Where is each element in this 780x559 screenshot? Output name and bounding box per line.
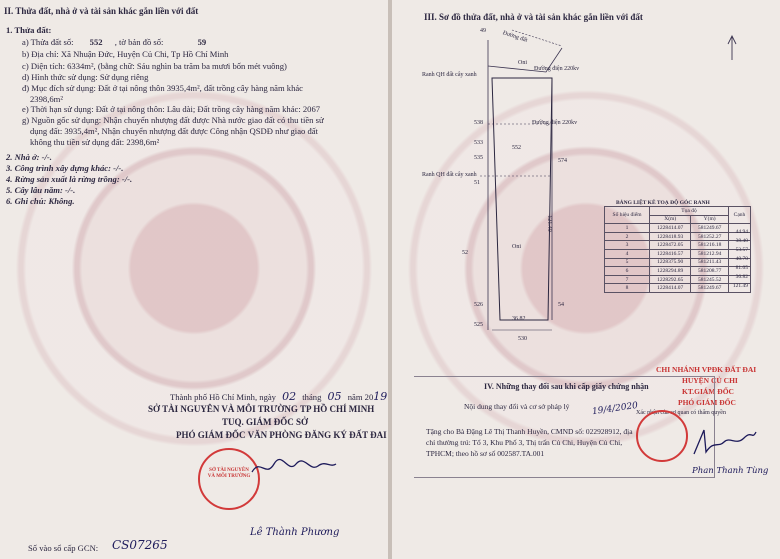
certificate-number: CS07265 [112, 538, 168, 552]
branch-signer-name: Phan Thanh Tùng [692, 466, 769, 476]
section-4: 4. Rừng sản xuất là rừng trồng: -/-. [6, 174, 133, 184]
parcel-label-552: 552 [512, 145, 521, 151]
authorization-line: TUQ. GIÁM ĐỐC SỞ [222, 417, 309, 427]
change-entry: Tặng cho Bà Đặng Lê Thị Thanh Huyền, CMND số: 022928912, địa chỉ thường trú: Tổ 3, Khu Phố 3, Thị trấn Củ Chi, Huyện Củ Chi, TPHCM; theo hồ sơ số 002587.TA.001 [426, 427, 633, 458]
area-line: c) Diện tích: 6334m², (bằng chữ: Sáu nghìn ba trăm ba mươi bốn mét vuông) [22, 61, 287, 71]
edge-length: 36.82 [735, 274, 748, 280]
table-row: 2 1228418.93 581252.27 [605, 232, 751, 241]
deputy-director-title: PHÓ GIÁM ĐỐC VĂN PHÒNG ĐĂNG KÝ ĐẤT ĐAI [176, 430, 387, 440]
parcel-label-52: 52 [462, 250, 468, 256]
parcel-number: 552 [89, 37, 103, 47]
table-row: 3 1228472.05 581216.18 [605, 241, 751, 250]
branch-office-name: CHI NHÁNH VPĐK ĐẤT ĐAI [656, 365, 757, 374]
bottom-edge-length: 36.82 [512, 316, 526, 322]
purpose-line-2: 2398,6m² [30, 94, 63, 104]
table-header-y: Y(m) [691, 215, 729, 224]
parcel-label-538: 538 [474, 120, 483, 126]
official-seal-stamp: SỞ TÀI NGUYÊN VÀ MÔI TRƯỜNG [198, 448, 260, 510]
table-row: 6 1228294.89 581208.77 [605, 267, 751, 276]
parcel-label-49: 49 [480, 28, 486, 34]
address-line: b) Địa chỉ: Xã Nhuận Đức, Huyện Củ Chi, Tp Hồ Chí Minh [22, 49, 229, 59]
usage-form-line: d) Hình thức sử dụng: Sử dụng riêng [22, 72, 149, 82]
oni-label-mid: Oni [512, 244, 521, 250]
origin-line-1: g) Nguồn gốc sử dụng: Nhận chuyển nhượng đất được Nhà nước giao đất có thu tiền sử [22, 115, 324, 125]
coordinate-table-title: BẢNG LIỆT KÊ TOẠ ĐỘ GÓC RANH [616, 200, 710, 206]
section-5: 5. Cây lâu năm: -/-. [6, 185, 76, 195]
edge-length: 53.57 [735, 247, 748, 253]
section-ii-heading: II. Thửa đất, nhà ở và tài sản khác gắn liền với đất [4, 6, 199, 16]
parcel-line: a) Thửa đất số: 552 , tờ bản đồ số: 59 [22, 37, 207, 47]
parcel-label-574: 574 [558, 158, 567, 164]
table-header-coord: Tọa độ [650, 207, 729, 216]
green-zone-boundary-label-2: Ranh QH đất cây xanh [422, 172, 477, 178]
branch-seal-stamp [636, 410, 688, 462]
section-iv-heading: IV. Những thay đổi sau khi cấp giấy chứng nhận [484, 382, 649, 391]
section-6: 6. Ghi chú: Không. [6, 196, 75, 206]
table-row: 7 1228292.65 581245.52 [605, 275, 751, 284]
table-row: 4 1228416.57 581212.94 [605, 249, 751, 258]
branch-title-2: PHÓ GIÁM ĐỐC [678, 398, 736, 407]
signer-name: Lê Thành Phương [250, 527, 340, 538]
issue-date: Thành phố Hồ Chí Minh, ngày 02 tháng 05 năm 2019 [170, 390, 388, 403]
certificate-number-label: Số vào sổ cấp GCN: [28, 543, 99, 553]
table-row: 1 1228414.07 581249.67 [605, 224, 751, 233]
edge-length: 44.94 [735, 229, 748, 235]
table-header-point: Số hiệu điểm [605, 207, 650, 224]
table-header-x: X(m) [650, 215, 691, 224]
term-line: e) Thời hạn sử dụng: Đất ở tại nông thôn: Lâu dài; Đất trồng cây hàng năm khác: 2067 [22, 104, 321, 114]
edge-length: 121.49 [732, 283, 748, 289]
issuing-org: SỞ TÀI NGUYÊN VÀ MÔI TRƯỜNG TP HỒ CHÍ MINH [148, 404, 375, 414]
change-date: 19/4/2020 [591, 400, 639, 418]
left-page [0, 0, 388, 559]
origin-line-3: không thu tiền sử dụng đất: 2398,6m² [30, 137, 160, 147]
map-sheet-number: 59 [197, 37, 207, 47]
changes-column-confirm: Xác nhận của cơ quan có thẩm quyền [636, 410, 726, 416]
table-row: 8 1228414.07 581249.67 [605, 284, 751, 293]
signature-icon [688, 420, 758, 460]
section-3: 3. Công trình xây dựng khác: -/-. [6, 163, 124, 173]
oni-label-top: Oni [518, 60, 527, 66]
right-page [392, 0, 780, 559]
parcel-label-525: 525 [474, 322, 483, 328]
green-zone-boundary-label-1: Ranh QH đất cây xanh [422, 72, 477, 78]
parcel-label-526: 526 [474, 302, 483, 308]
power-line-label-1: Đường điện 220kv [534, 66, 580, 72]
edge-length: 40.70 [735, 256, 748, 262]
parcel-label-54: 54 [558, 302, 564, 308]
edge-length: 38.40 [735, 238, 748, 244]
changes-column-content: Nội dung thay đổi và cơ sở pháp lý [464, 402, 570, 411]
dirt-road-label: Đường đất [501, 30, 529, 44]
parcel-label-533: 533 [474, 140, 483, 146]
parcel-label-535: 535 [474, 155, 483, 161]
section-iii-heading: III. Sơ đồ thửa đất, nhà ở và tài sản khác gắn liền với đất [424, 12, 643, 22]
table-row: 5 1228375.90 581211.43 [605, 258, 751, 267]
edge-length: 81.05 [735, 265, 748, 271]
signature-icon [248, 452, 338, 482]
power-line-label-2: Đường điện 220kv [532, 120, 578, 126]
table-header-edge: Cạnh [728, 207, 750, 224]
section-1-label: 1. Thửa đất: [6, 25, 52, 35]
branch-district: HUYỆN CỦ CHI [682, 376, 738, 385]
purpose-line-1: đ) Mục đích sử dụng: Đất ở tại nông thôn 3935,4m², đất trồng cây hàng năm khác [22, 83, 303, 93]
section-2: 2. Nhà ở: -/-. [6, 152, 52, 162]
branch-title-1: KT.GIÁM ĐỐC [682, 387, 734, 396]
origin-line-2: dụng đất: 3935,4m², Nhận chuyển nhượng đất được Công nhận QSDĐ như giao đất [30, 126, 318, 136]
side-edge-length: 121.49 [545, 215, 552, 232]
parcel-label-530: 530 [518, 336, 527, 342]
parcel-label-51: 51 [474, 180, 480, 186]
